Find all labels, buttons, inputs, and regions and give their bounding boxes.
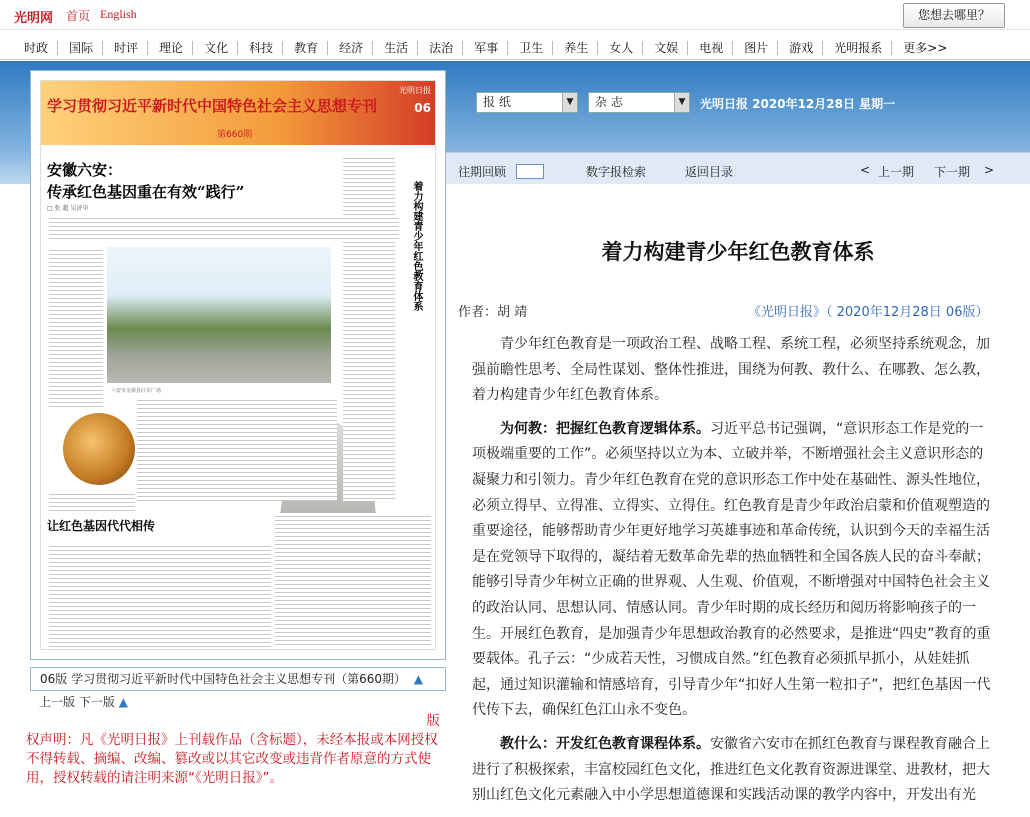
nav-item[interactable]: 军事 — [462, 41, 507, 55]
masthead: 光明日报 — [399, 86, 431, 95]
nav-item[interactable]: 电视 — [687, 41, 732, 55]
paragraph: 青少年红色教育是一项政治工程、战略工程、系统工程，必须坚持系统观念，加强前瞻性思考、全局性谋划、整体性推进，围绕为何教、教什么、在哪教、怎么教，着力构建青少年红色教育体系。 — [472, 336, 990, 404]
prev-page-link[interactable]: 上一版 — [39, 695, 76, 709]
channel-nav — [0, 30, 1030, 60]
issue-number: 第660期 — [217, 130, 253, 140]
text-block — [343, 155, 395, 501]
monument-photo — [107, 247, 331, 383]
nav-item[interactable]: 教育 — [282, 41, 327, 55]
nav-item[interactable]: 文娱 — [642, 41, 687, 55]
nav-item[interactable]: 时政 — [24, 41, 49, 55]
page-number: 06 — [414, 101, 431, 115]
nav-item[interactable]: 理论 — [147, 41, 192, 55]
chevron-down-icon[interactable]: ▼ — [562, 93, 577, 112]
top-bar — [0, 0, 1030, 30]
nav-item[interactable]: 经济 — [327, 41, 372, 55]
nav-item[interactable]: 光明报系 — [822, 41, 891, 55]
headline-line1[interactable]: 安徽六安： — [47, 161, 123, 179]
magazine-select-value: 杂 志 — [595, 95, 623, 109]
article-author: 作者：胡 靖 — [458, 305, 528, 320]
paper-date: 光明日报 2020年12月28日 星期一 — [700, 97, 896, 111]
paragraph-lead: 教什么：开发红色教育课程体系。 — [500, 735, 710, 752]
notice-text: 权声明：凡《光明日报》上刊载作品（含标题），未经本报或本网授权不得转载、摘编、改编、篡改或以其它改变或违背作者原意的方式使用，授权转载的请注明来源“《光明日报》”。 — [26, 732, 438, 786]
paragraph — [472, 732, 992, 809]
nav-item[interactable]: 游戏 — [777, 41, 822, 55]
article-body — [472, 332, 992, 817]
text-block — [275, 513, 431, 647]
where-to-go-button[interactable]: 您想去哪里？ — [903, 3, 1005, 28]
prev-issue-link[interactable]: 上一期 — [878, 165, 915, 179]
caption-arrow-icon[interactable]: ▲ — [413, 672, 423, 686]
headline-line2[interactable]: 传承红色基因重在有效“践行” — [47, 183, 245, 201]
page-caption-bar[interactable] — [30, 667, 446, 691]
byline: □ 张 超 吴济申 — [47, 205, 89, 212]
nav-item[interactable]: 图片 — [732, 41, 777, 55]
digital-search-link[interactable]: 数字报检索 — [586, 165, 647, 179]
nav-item[interactable]: 养生 — [552, 41, 597, 55]
page-caption-text: 06版 学习贯彻习近平新时代中国特色社会主义思想专刊（第660期） — [40, 672, 406, 686]
next-page-link[interactable]: 下一版 — [78, 695, 115, 709]
article-title: 着力构建青少年红色教育体系 — [601, 240, 875, 264]
paper-page-image[interactable] — [40, 80, 436, 650]
paper-select[interactable] — [476, 92, 578, 113]
english-link[interactable]: English — [100, 7, 137, 21]
nav-item[interactable]: 卫生 — [507, 41, 552, 55]
text-block — [49, 247, 103, 409]
back-toc-link[interactable]: 返回目录 — [685, 165, 734, 179]
nav-item[interactable]: 法治 — [417, 41, 462, 55]
copyright-notice — [26, 712, 446, 788]
magazine-select[interactable] — [588, 92, 690, 113]
next-issue-link[interactable]: 下一期 — [934, 165, 971, 179]
nav-item[interactable]: 国际 — [57, 41, 102, 55]
nav-item[interactable]: 文化 — [192, 41, 237, 55]
pager-arrow-icon[interactable]: ▲ — [118, 695, 128, 709]
chevron-down-icon[interactable]: ▼ — [674, 93, 689, 112]
home-link[interactable]: 首页 — [66, 9, 91, 23]
paragraph-text: 安徽省六安市在抓红色教育与课程教育融合上进行了积极探索，丰富校园红色文化，推进红色文化教育资源进课堂、进教材，把大别山红色文化元素融入中小学思想道德课和实践活动课的教学内容中，开发出有光 — [472, 735, 990, 804]
text-block — [49, 491, 135, 511]
page-pager — [39, 693, 128, 710]
nav-item[interactable]: 时评 — [102, 41, 147, 55]
nav-item[interactable]: 更多>> — [891, 41, 956, 55]
vertical-article-title[interactable]: 着力构建青少年红色教育体系 — [411, 181, 422, 311]
nav-item[interactable]: 女人 — [597, 41, 642, 55]
photo-caption: 六安市金寨县红军广场 — [111, 388, 162, 394]
past-review-link[interactable]: 往期回顾 — [458, 165, 507, 179]
performance-photo — [63, 413, 135, 485]
text-block — [137, 397, 337, 501]
sub-headline[interactable]: 让红色基因代代相传 — [47, 519, 156, 533]
paragraph-text: 习近平总书记强调，“意识形态工作是党的一项极端重要的工作”。必须坚持以立为本、立破并举，不断增强社会主义意识形态的凝聚力和引领力。青少年红色教育在党的意识形态工作中处在基础性、源头性地位，必须立得早、立得准、立得实、立得住。红色教育是青少年政治启蒙和价值观塑造的重要途径，能够帮助青少年更好地学习英雄事迹和革命传统，认识到今天的幸福生活是在党领导下取得的，凝结着无数革命先辈的热血牺牲和全国各族人民的奋斗奉献；能够引导青少年树立正确的世界观、人生观、价值观，不断增强对中国特色社会主义的政治认同、思想认同、情感认同。青少年时期的成长经历和阅历将影响孩子的一生。开展红色教育，是加强青少年思想政治教育的必然要求，是推进“四史”教育的重要载体。孔子云：“少成若天性，习惯成自然。”红色教育必须抓早抓小，从娃娃抓起，通过知识灌输和情感培育，引导青少年“扣好人生第一粒扣子”，把红色基因一代代传下去，确保红色江山永不变色。 — [472, 420, 991, 719]
section-title: 学习贯彻习近平新时代中国特色社会主义思想专刊 — [47, 97, 378, 115]
next-issue-chevron-icon[interactable]: > — [984, 163, 995, 177]
notice-label: 版 — [426, 713, 440, 729]
paper-select-value: 报 纸 — [483, 95, 511, 109]
article-source[interactable]: 《光明日报》（ 2020年12月28日 06版） — [748, 305, 989, 320]
site-logo[interactable]: 光明网 — [14, 11, 54, 26]
paragraph — [472, 417, 992, 724]
paragraph-lead: 为何教：把握红色教育逻辑体系。 — [500, 420, 710, 437]
calendar-icon[interactable] — [516, 164, 544, 179]
nav-item[interactable]: 生活 — [372, 41, 417, 55]
text-block — [49, 543, 271, 647]
page-header — [41, 81, 436, 145]
prev-issue-chevron-icon[interactable]: < — [860, 163, 871, 177]
nav-item[interactable]: 科技 — [237, 41, 282, 55]
